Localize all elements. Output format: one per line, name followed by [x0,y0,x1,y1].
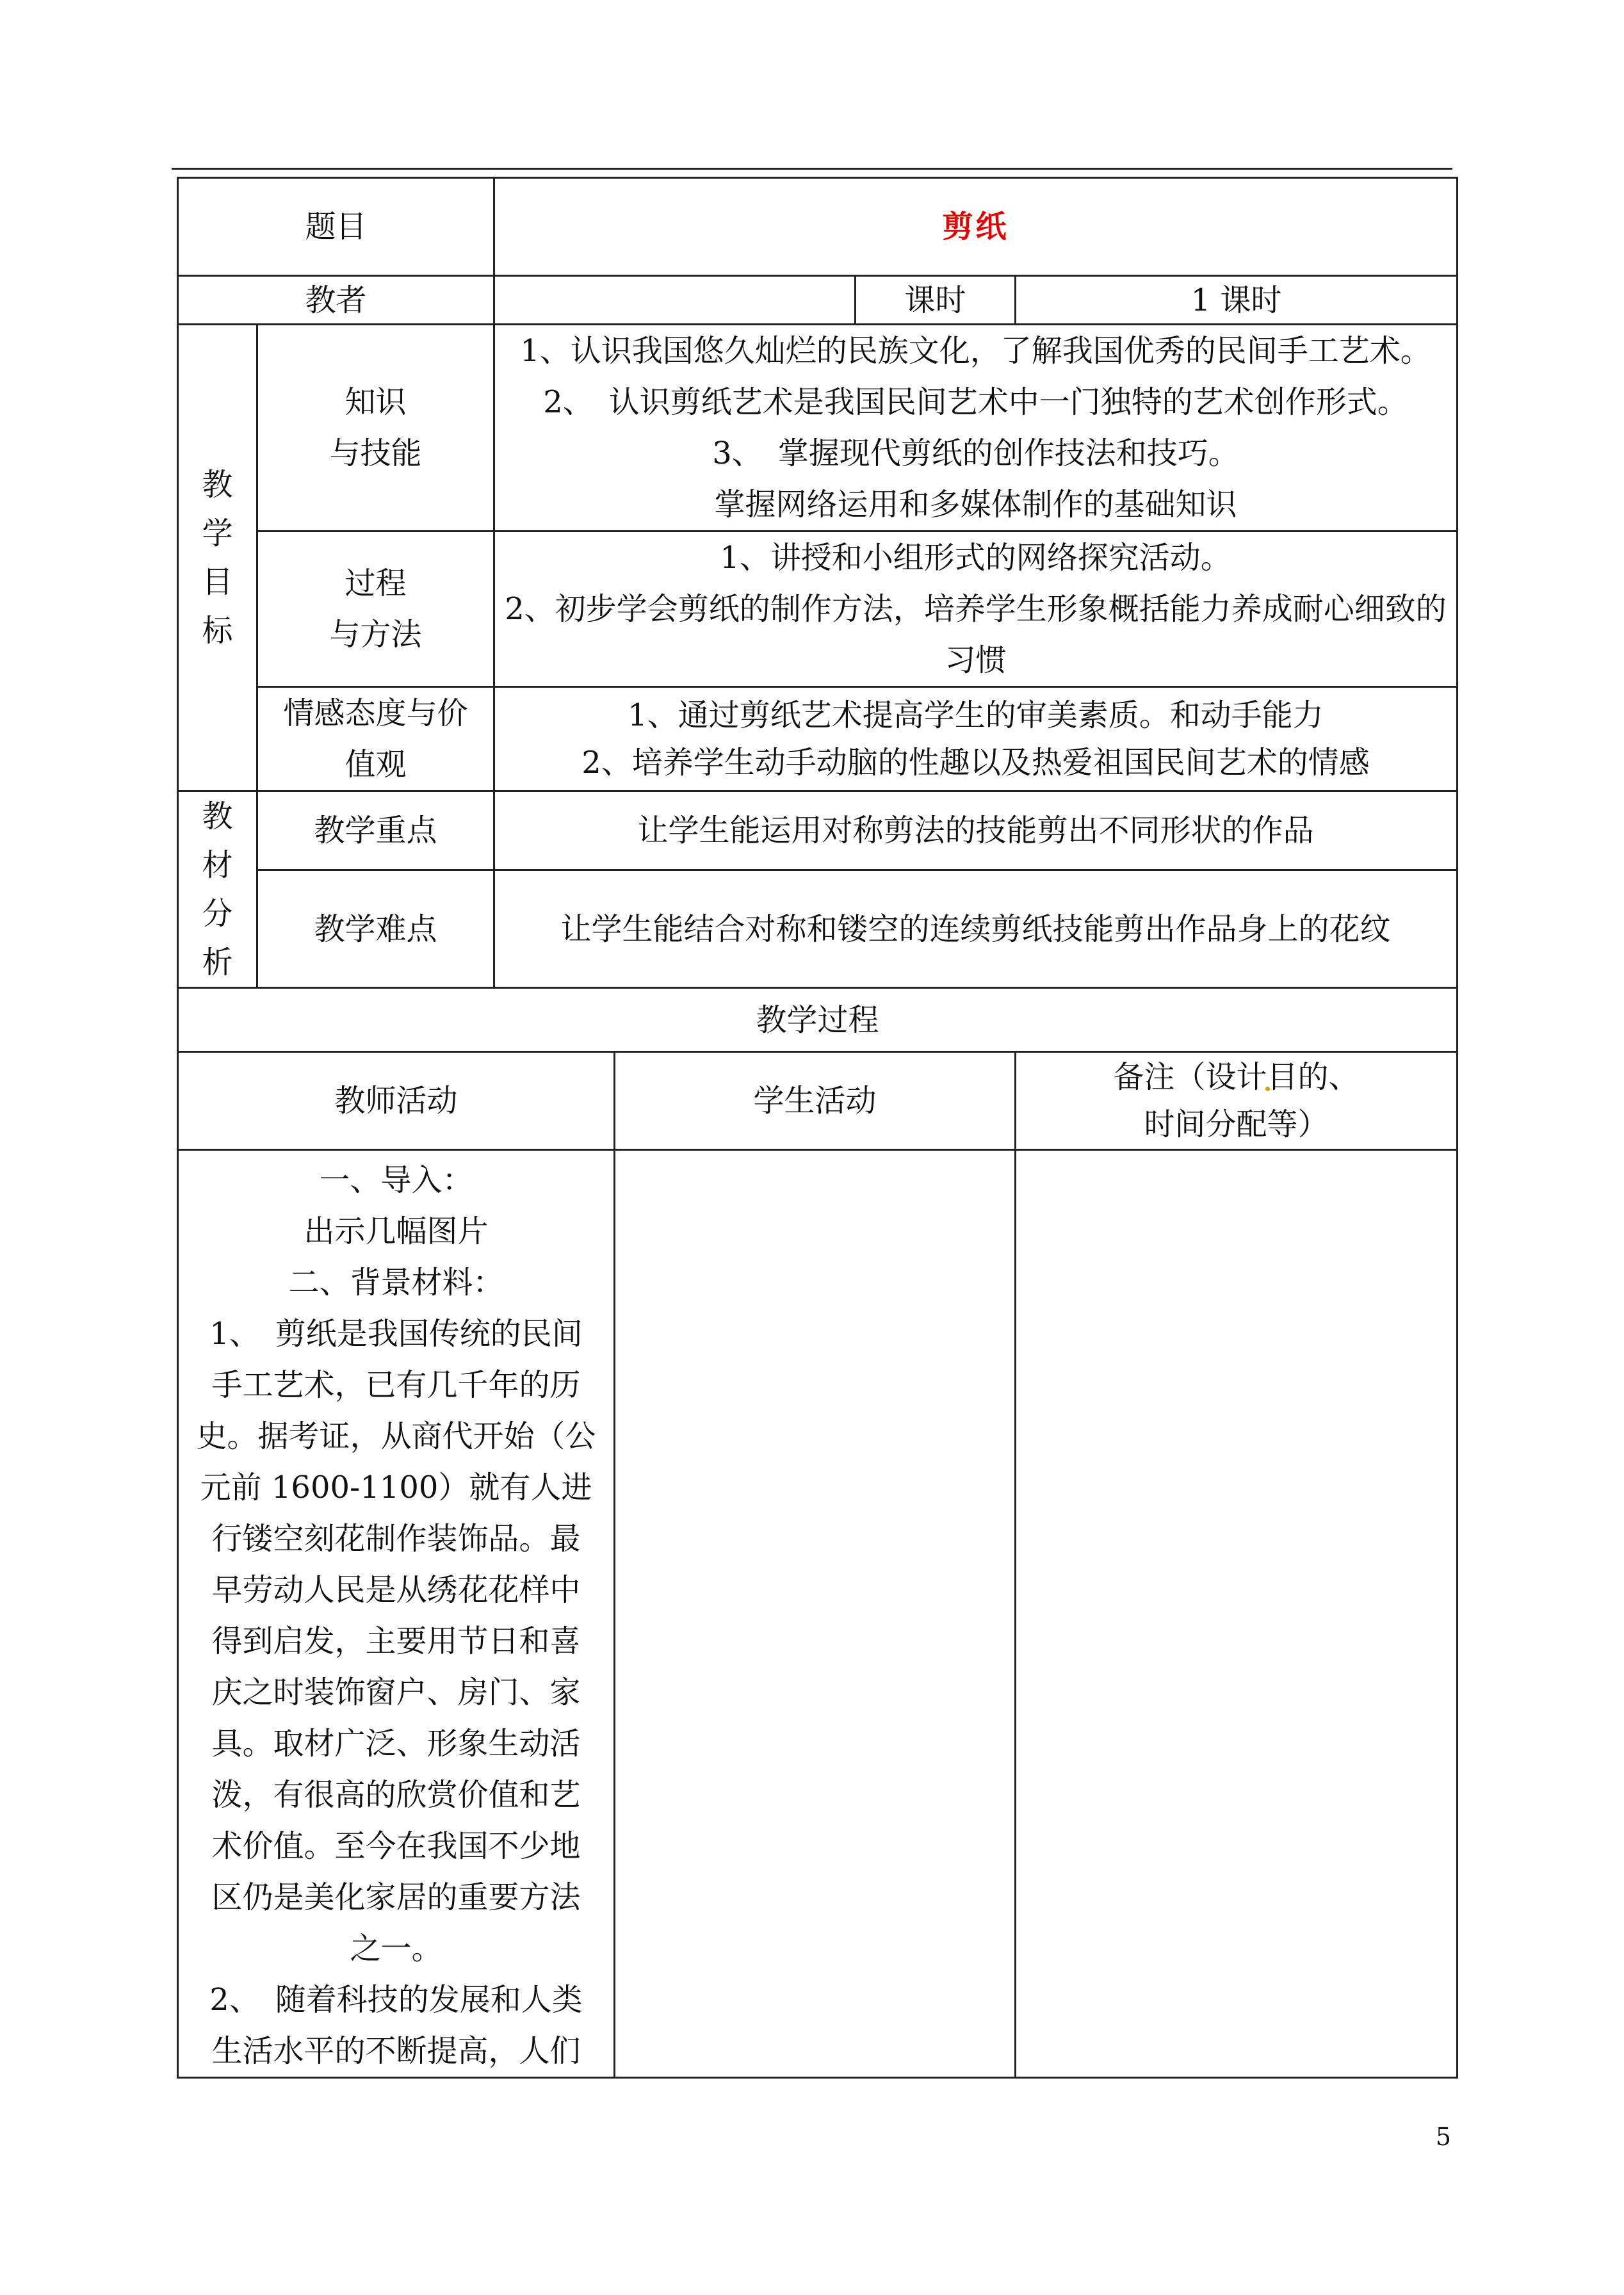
analysis-group-label: 教 材 分 析 [178,791,257,988]
emotion-values-label: 情感态度与价 值观 [257,687,494,791]
teacher-value [494,276,856,325]
period-label: 课时 [856,276,1016,325]
process-methods-content: 1、讲授和小组形式的网络探究活动。 2、初步学会剪纸的制作方法，培养学生形象概括能力养成耐心细致的习惯 [494,531,1458,687]
process-title: 教学过程 [178,988,1458,1052]
difficulty-content: 让学生能结合对称和镂空的连续剪纸技能剪出作品身上的花纹 [494,870,1458,988]
topic-title: 剪纸 [494,178,1458,276]
difficulty-label: 教学难点 [257,870,494,988]
key-point-label: 教学重点 [257,791,494,870]
header-rule [172,168,1452,170]
process-methods-label: 过程 与方法 [257,531,494,687]
period-value: 1 课时 [1016,276,1458,325]
lesson-plan-table [177,177,1458,2079]
notes-header: 备注（设计目的、 时间分配等） [1016,1052,1458,1150]
notes-content [1016,1150,1458,2078]
page-number: 5 [1435,2123,1451,2151]
knowledge-skills-label: 知识 与技能 [257,325,494,531]
emotion-values-content: 1、通过剪纸艺术提高学生的审美素质。和动手能力 2、培养学生动手动脑的性趣以及热爱祖国民间艺术的情感 [494,687,1458,791]
key-point-content: 让学生能运用对称剪法的技能剪出不同形状的作品 [494,791,1458,870]
teacher-label: 教者 [178,276,494,325]
student-activity-header: 学生活动 [615,1052,1016,1150]
topic-label: 题目 [178,178,494,276]
knowledge-skills-content: 1、认识我国悠久灿烂的民族文化，了解我国优秀的民间手工艺术。 2、 认识剪纸艺术是我国民间艺术中一门独特的艺术创作形式。 3、 掌握现代剪纸的创作技法和技巧。 掌握网络运用和多媒体制作的基础知识 [494,325,1458,531]
student-activity-content [615,1150,1016,2078]
objectives-group-label: 教 学 目 标 [178,325,257,791]
teacher-activity-content: 一、导入： 出示几幅图片 二、背景材料： 1、 剪纸是我国传统的民间 手工艺术，已有几千年的历 史。据考证，从商代开始（公 元前 1600-1100）就有人进 行镂空刻花制作装饰品。最 早劳动人民是从绣花花样中 得到启发，主要用节日和喜 庆之时装饰窗户、房门、家 具。取材广泛、形象生动活 泼，有很高的欣赏价值和艺 术价值。至今在我国不少地 区仍是美化家居的重要方法 之一。 2、 随着科技的发展和人类 生活水平的不断提高，人们 [178,1150,615,2078]
teacher-activity-header: 教师活动 [178,1052,615,1150]
